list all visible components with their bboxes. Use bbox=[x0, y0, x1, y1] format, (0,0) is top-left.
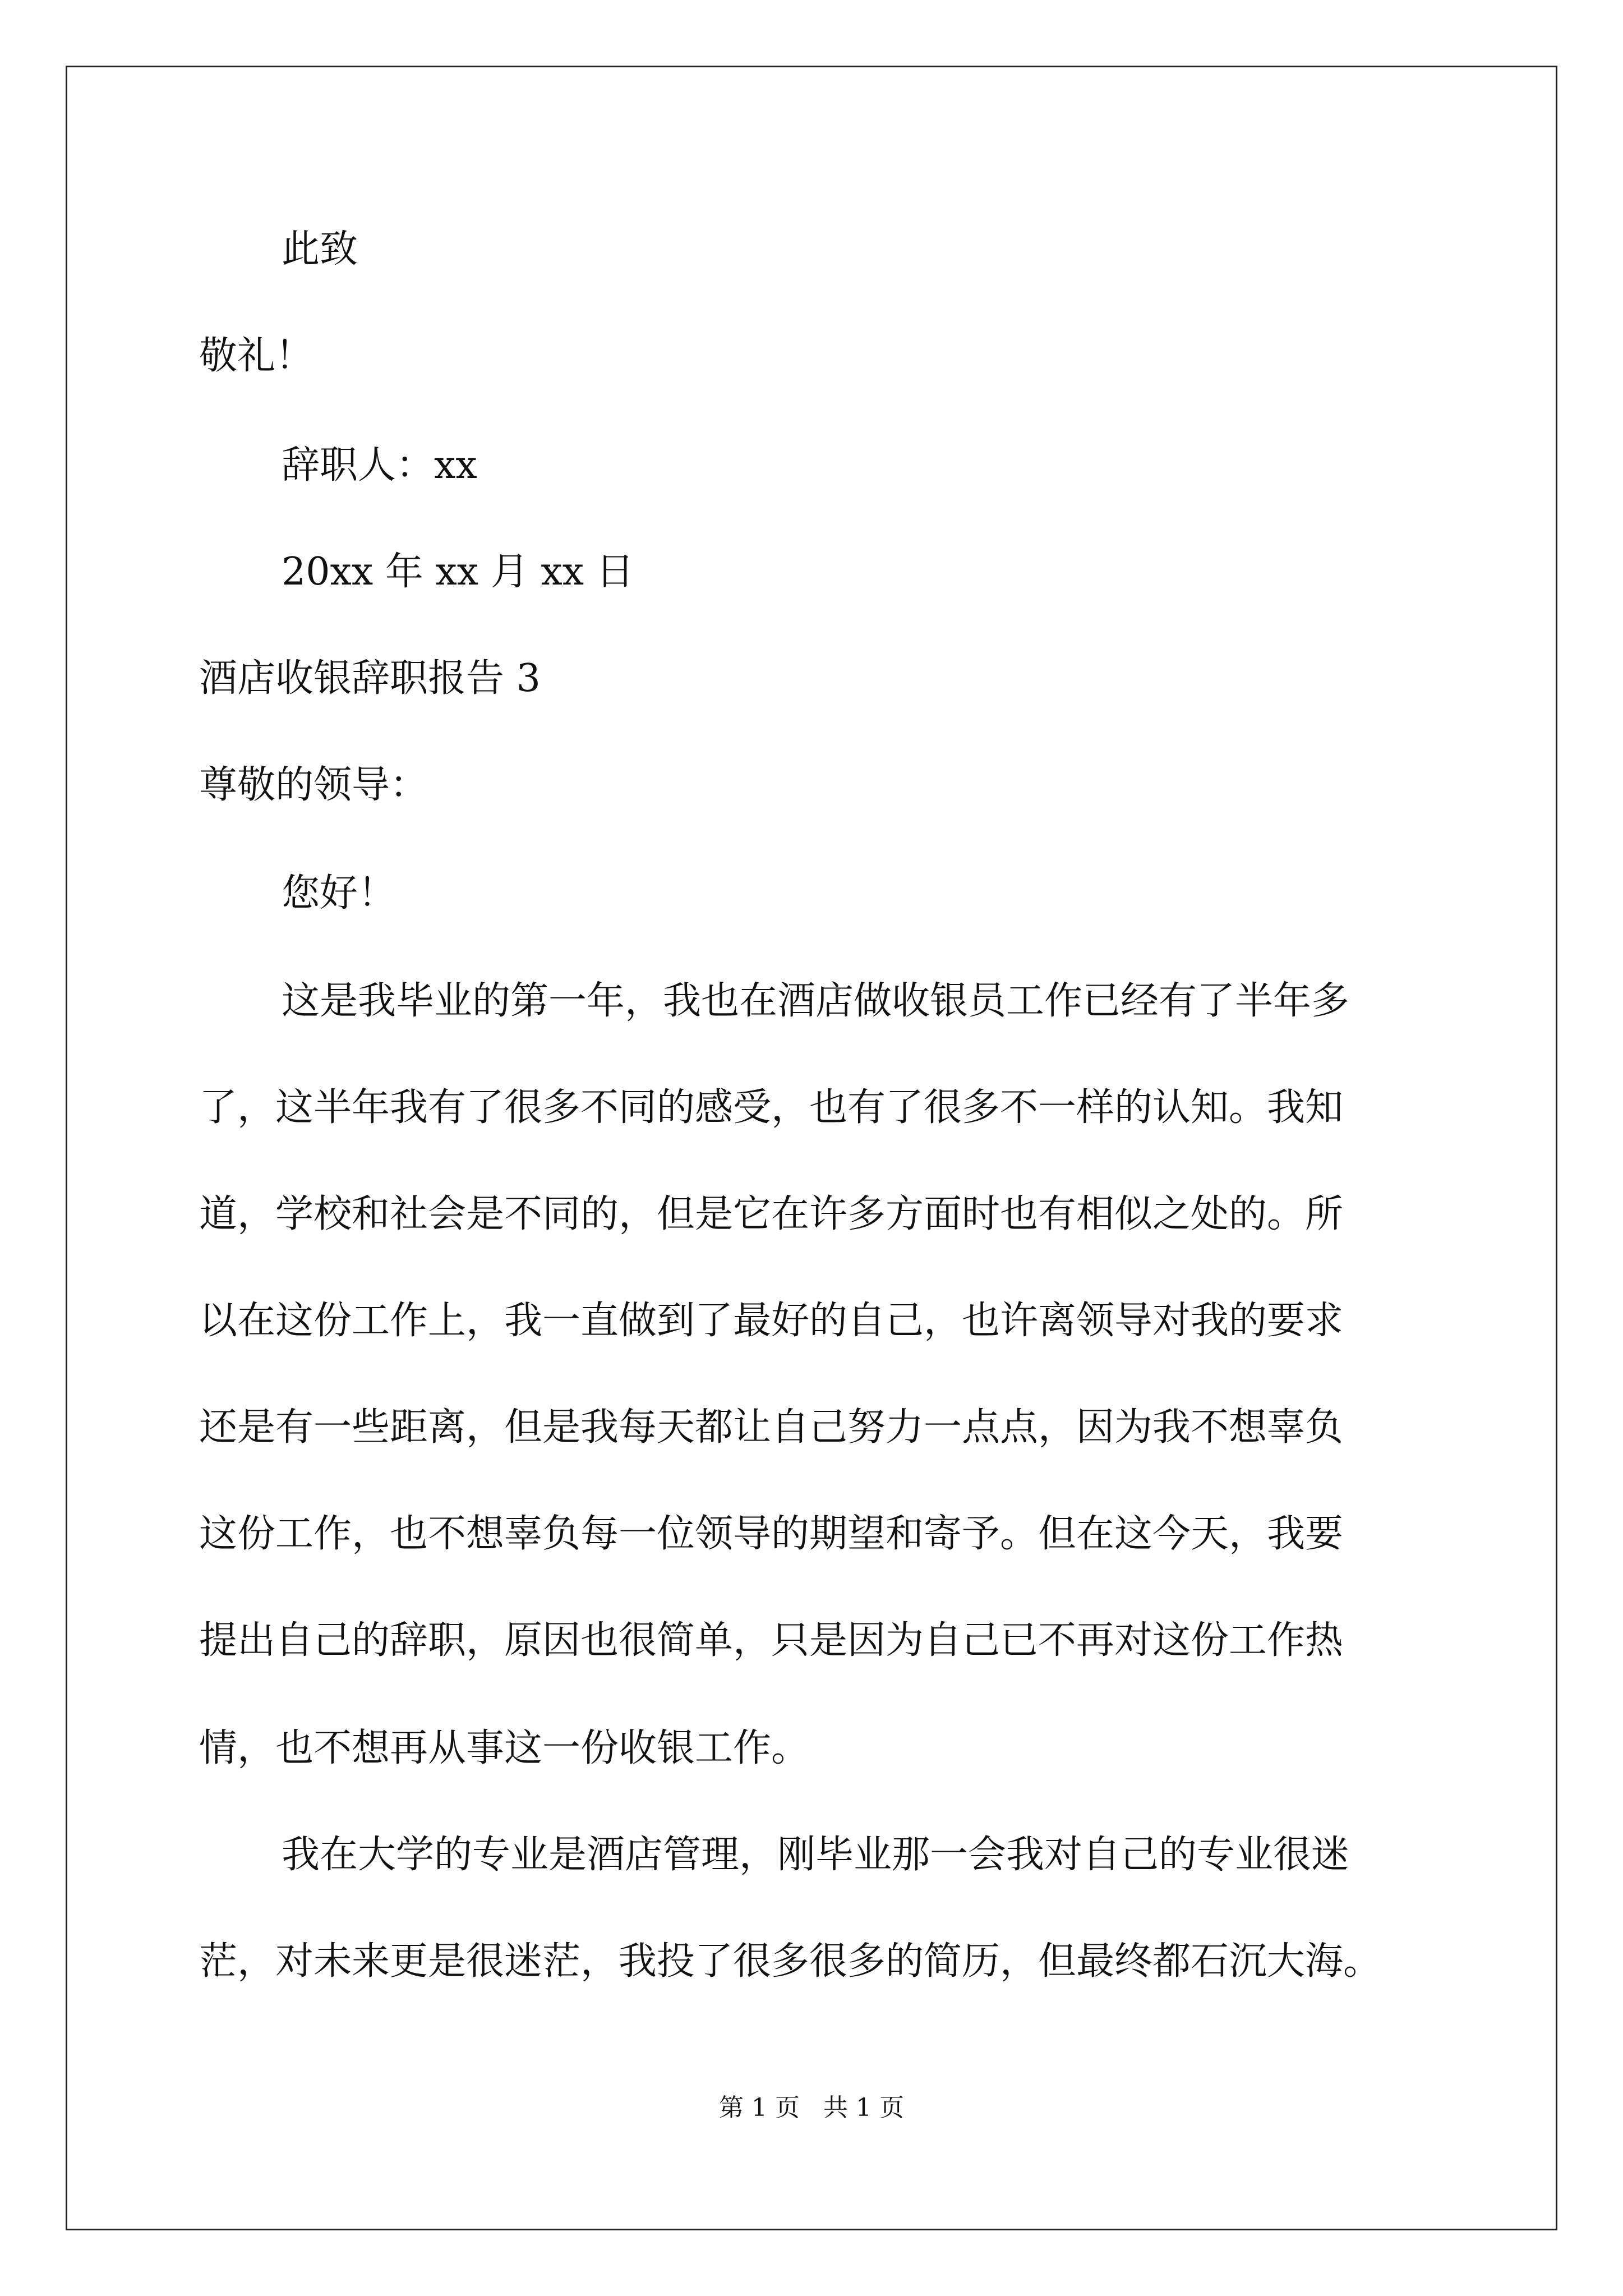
letter-greeting: 尊敬的领导： bbox=[199, 763, 428, 807]
paragraph-line: 以在这份工作上，我一直做到了最好的自己，也许离领导对我的要求 bbox=[199, 1299, 1344, 1343]
page-border bbox=[66, 66, 1557, 2230]
resignation-date: 20xx 年 xx 月 xx 日 bbox=[282, 550, 634, 594]
paragraph-line: 还是有一些距离，但是我每天都让自己努力一点点，因为我不想辜负 bbox=[199, 1405, 1344, 1450]
paragraph-line: 了，这半年我有了很多不同的感受，也有了很多不一样的认知。我知 bbox=[199, 1085, 1344, 1130]
page-footer: 第 1 页 共 1 页 bbox=[719, 2093, 904, 2122]
paragraph-line: 茫，对未来更是很迷茫，我投了很多很多的简历，但最终都石沉大海。 bbox=[199, 1939, 1382, 1984]
letter-hello: 您好！ bbox=[282, 871, 396, 915]
paragraph-line: 道，学校和社会是不同的，但是它在许多方面时也有相似之处的。所 bbox=[199, 1192, 1344, 1236]
paragraph-line: 情，也不想再从事这一份收银工作。 bbox=[199, 1726, 810, 1770]
paragraph-line: 提出自己的辞职，原因也很简单，只是因为自己已不再对这份工作热 bbox=[199, 1618, 1344, 1663]
paragraph-line: 我在大学的专业是酒店管理，刚毕业那一会我对自己的专业很迷 bbox=[282, 1833, 1350, 1877]
section-title: 酒店收银辞职报告 3 bbox=[199, 656, 541, 701]
closing-regards: 敬礼！ bbox=[199, 334, 314, 378]
closing-salutation: 此致 bbox=[282, 227, 358, 272]
paragraph-line: 这是我毕业的第一年，我也在酒店做收银员工作已经有了半年多 bbox=[282, 979, 1350, 1023]
paragraph-line: 这份工作，也不想辜负每一位领导的期望和寄予。但在这今天，我要 bbox=[199, 1512, 1344, 1556]
resigner-name: 辞职人：xx bbox=[282, 443, 477, 487]
